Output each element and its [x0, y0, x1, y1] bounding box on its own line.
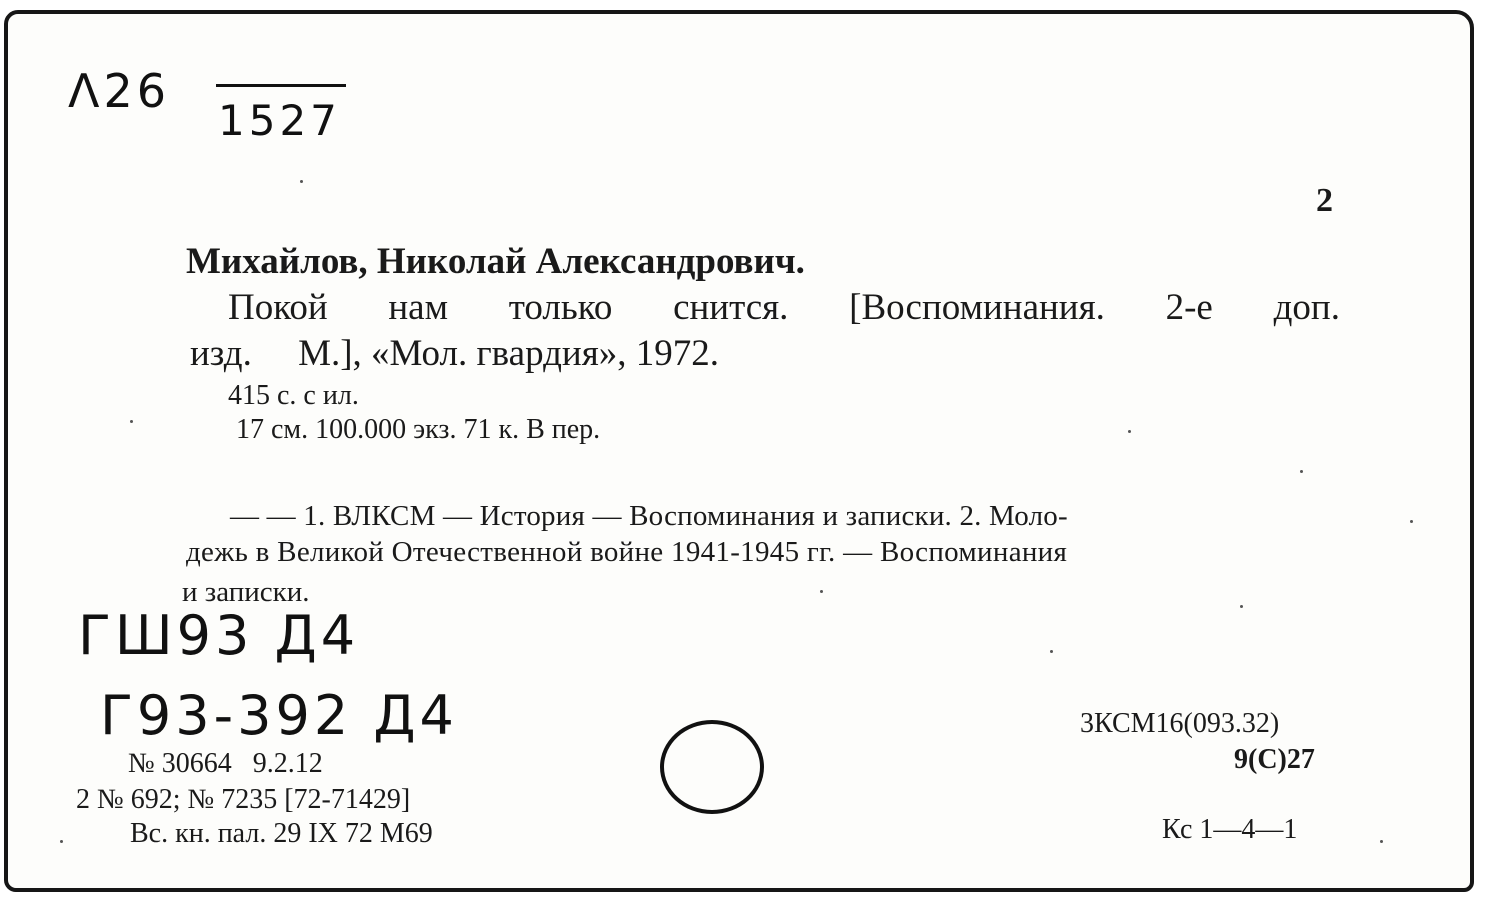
handwritten-code-1: ГШ93 Д4 [78, 604, 360, 667]
handwritten-code-2: Г93-392 Д4 [100, 684, 458, 747]
order-number-line: № 30664 9.2.12 [128, 748, 323, 779]
physical-description: 17 см. 100.000 экз. 71 к. В пер. [236, 414, 601, 445]
title-line-2: изд. М.], «Мол. гвардия», 1972. [190, 333, 719, 374]
subjects-line-1: — — 1. ВЛКСМ — История — Воспоминания и записки. 2. Моло- [230, 500, 1068, 532]
subjects-line-3: и записки. [182, 576, 310, 608]
title-word: Покой [228, 287, 328, 328]
pages-line: 415 с. с ил. [228, 380, 359, 411]
class-code: 9(С)27 [1234, 744, 1315, 775]
fraction-bar [216, 84, 346, 87]
subjects-line-2: дежь в Великой Отечественной войне 1941-1945 гг. — Воспоминания [186, 536, 1068, 568]
title-word: [Воспоминания. [849, 287, 1105, 328]
kc-code: Кс 1—4—1 [1162, 814, 1298, 845]
title-word: доп. [1273, 287, 1340, 328]
punch-hole-circle [660, 720, 764, 814]
title-line-1 [228, 286, 1340, 329]
title-word: снится. [673, 287, 789, 328]
classification-code: 3КСМ16(093.32) [1080, 708, 1280, 739]
title-word: только [508, 287, 613, 328]
card-number: 2 [1316, 182, 1333, 219]
handwritten-shelf-code: Λ26 [68, 64, 171, 118]
title-word: нам [388, 287, 448, 328]
title-word: 2-е [1165, 287, 1213, 328]
registration-numbers-line: 2 № 692; № 7235 [72-71429] [76, 784, 411, 815]
handwritten-shelf-number: 1527 [218, 96, 341, 145]
author-heading: Михайлов, Николай Александрович. [186, 241, 805, 282]
book-chamber-line: Вс. кн. пал. 29 IX 72 М69 [130, 818, 433, 849]
